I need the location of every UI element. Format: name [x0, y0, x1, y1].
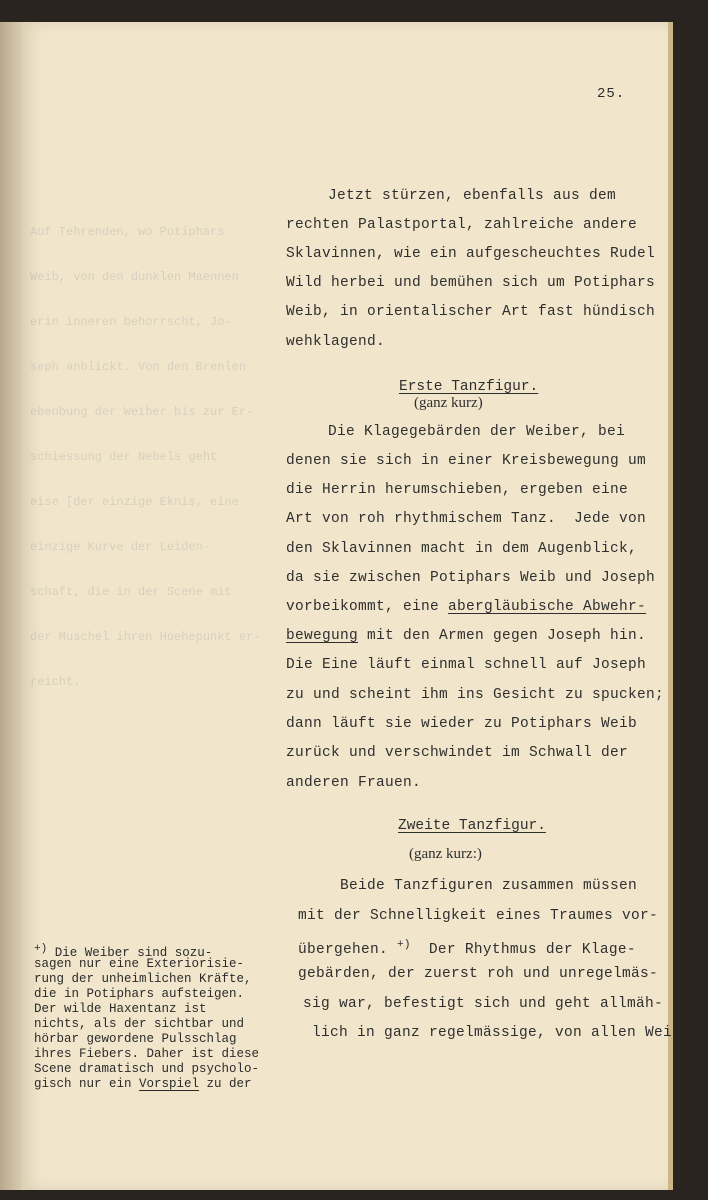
- section-subtitle: (ganz kurz:): [409, 846, 482, 862]
- footnote-line: Der wilde Haxentanz ist: [34, 1002, 207, 1016]
- paragraph-line: anderen Frauen.: [286, 775, 422, 791]
- line-text: zu der: [199, 1077, 252, 1091]
- section-subtitle: (ganz kurz): [414, 395, 483, 411]
- paragraph-line: rechten Palastportal, zahlreiche andere: [286, 217, 638, 233]
- line-text: Die Weiber sind sozu-: [47, 946, 213, 961]
- footnote-line: [34, 1077, 252, 1092]
- paragraph-line: mit der Schnelligkeit eines Traumes vor-: [298, 908, 659, 924]
- footnote-marker: +): [397, 939, 411, 951]
- footnote-line: sagen nur eine Exteriorisie-: [34, 957, 245, 971]
- bleed-line: der Muschel ihren Hoehepunkt er-: [30, 630, 261, 644]
- paragraph-line: denen sie sich in einer Kreisbewegung um: [286, 453, 647, 469]
- paragraph-line: Art von roh rhythmischem Tanz. Jede von: [286, 511, 647, 527]
- underlined-term: Vorspiel: [139, 1077, 200, 1091]
- line-text: vorbeikommt, eine: [286, 599, 449, 615]
- footnote-line: hörbar gewordene Pulsschlag: [34, 1032, 237, 1046]
- paragraph-line: Jetzt stürzen, ebenfalls aus dem: [328, 188, 617, 204]
- paragraph-line: [286, 627, 646, 645]
- paragraph-line: wehklagend.: [286, 334, 386, 350]
- line-text: mit den Armen gegen Joseph hin.: [358, 628, 647, 644]
- paragraph-line: Weib, in orientalischer Art fast hündisch: [286, 304, 656, 320]
- bleed-line: schaft, die in der Scene mit: [30, 585, 232, 599]
- bleed-line: ebenbung der Weiber bis zur Er-: [30, 405, 254, 419]
- line-text: gisch nur ein: [34, 1077, 140, 1091]
- footnote-line: rung der unheimlichen Kräfte,: [34, 972, 252, 986]
- bleed-line: Weib, von den dunklen Maennen: [30, 270, 239, 284]
- paragraph-line: Sklavinnen, wie ein aufgescheuchtes Rudel: [286, 246, 656, 262]
- line-text: übergehen.: [298, 941, 398, 958]
- paragraph-line: zu und scheint ihm ins Gesicht zu spucken;: [286, 687, 665, 703]
- paragraph-line: zurück und verschwindet im Schwall der: [286, 745, 629, 761]
- bleed-line: schiessung der Nebels geht: [30, 450, 218, 464]
- paragraph-line: Die Eine läuft einmal schnell auf Joseph: [286, 657, 647, 673]
- footnote-line: nichts, als der sichtbar und: [34, 1017, 245, 1031]
- paragraph-line: Wild herbei und bemühen sich um Potiphars: [286, 275, 656, 291]
- paragraph-line: Beide Tanzfiguren zusammen müssen: [340, 878, 638, 894]
- paragraph-line: lich in ganz regelmässige, von allen Wei-: [312, 1025, 682, 1041]
- bleed-line: eise [der einzige Eknis, eine: [30, 495, 239, 509]
- bleed-line: Auf Tehrenden, wo Potiphars: [30, 225, 225, 239]
- bleed-line: reicht.: [30, 675, 81, 689]
- paragraph-line: [298, 936, 636, 959]
- page-number: 25.: [597, 86, 626, 102]
- paragraph-line: [286, 598, 646, 616]
- paragraph-line: sig war, befestigt sich und geht allmäh-: [303, 996, 664, 1012]
- section-heading: Erste Tanzfigur.: [399, 379, 539, 395]
- footnote-marker: +): [34, 943, 48, 955]
- footnote-line: ihres Fiebers. Daher ist diese: [34, 1047, 260, 1061]
- paragraph-line: die Herrin herumschieben, ergeben eine: [286, 482, 629, 498]
- underlined-term: abergläubische Abwehr-: [448, 599, 647, 615]
- paragraph-line: gebärden, der zuerst roh und unregelmäs-: [298, 966, 659, 982]
- paragraph-line: Die Klagegebärden der Weiber, bei: [328, 424, 626, 440]
- footnote-line: Scene dramatisch und psycholo-: [34, 1062, 260, 1076]
- section-heading: Zweite Tanzfigur.: [398, 818, 546, 834]
- footnote-line: die in Potiphars aufsteigen.: [34, 987, 245, 1001]
- paragraph-line: dann läuft sie wieder zu Potiphars Weib: [286, 716, 638, 732]
- underlined-term: bewegung: [286, 628, 359, 644]
- paragraph-line: da sie zwischen Potiphars Weib und Joseph: [286, 570, 656, 586]
- line-text: Der Rhythmus der Klage-: [410, 941, 636, 958]
- paragraph-line: den Sklavinnen macht in dem Augenblick,: [286, 541, 638, 557]
- bleed-line: einzige Kurve der Leiden-: [30, 540, 211, 554]
- bleed-line: seph anblickt. Von den Brenlen: [30, 360, 247, 374]
- bleed-line: erin inneren behorrscht, Jo-: [30, 315, 232, 329]
